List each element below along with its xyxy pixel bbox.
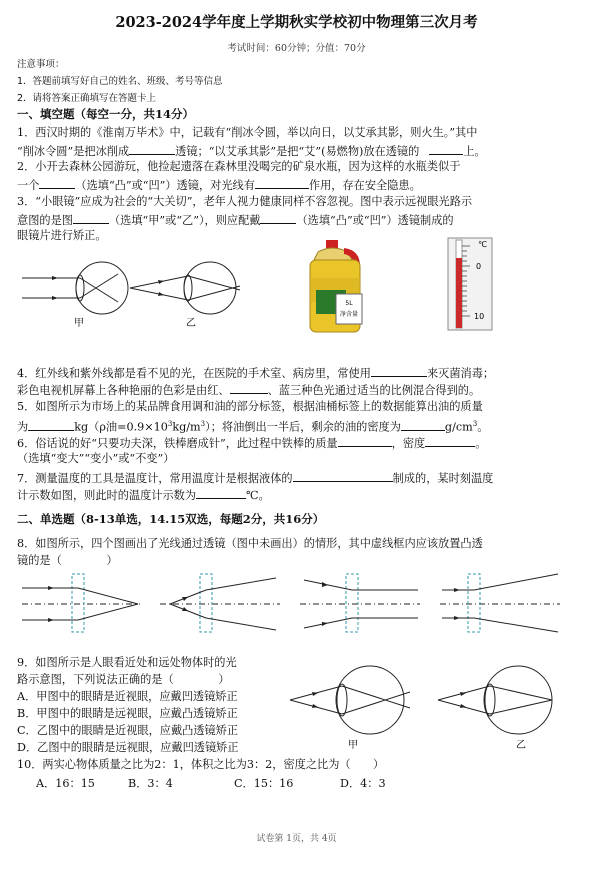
q5-text-5: g/cm [444, 420, 473, 434]
thermo-unit: ℃ [478, 240, 487, 249]
q5-line-1: 5．如图所示为市场上的某品牌食用调和油的部分标签，根据油桶标签上的数据能算出油的质量 [17, 400, 483, 413]
q10-option-a[interactable]: A．16：15 [36, 777, 95, 790]
q3-text-2: （选填“甲”或“乙”），则应配戴 [108, 214, 261, 227]
q7-text-2: 制成的，某时刻温度 [392, 472, 494, 485]
q6-blank-1[interactable] [338, 435, 392, 447]
q8-line-1: 8．如图所示，四个图画出了光线通过透镜（图中未画出）的情形，其中虚线框内应该放置凸透 [17, 537, 483, 550]
q9-option-d[interactable]: D．乙图中的眼睛是远视眼，应戴凹透镜矫正 [17, 741, 239, 754]
q3-blank-2[interactable] [260, 212, 296, 224]
q7-line-2 [17, 487, 270, 503]
bottle-label-text: 净含量 [339, 311, 359, 318]
q7-text-3: 计示数如图，则此时的温度计示数为 [17, 489, 197, 502]
q6-line-2: （选填“变大”“变小”或“不变”） [17, 452, 175, 465]
q5-blank-1[interactable] [28, 419, 74, 431]
bottle-label-volume: 5L [345, 300, 353, 307]
q1-text-1: “削冰令圆”是把冰削成 [17, 145, 130, 158]
q4-blank-1[interactable] [371, 365, 427, 377]
q6-line-1 [17, 435, 486, 451]
q10-option-d[interactable]: D．4：3 [340, 777, 386, 790]
q7-text-1: 7．测量温度的工具是温度计，常用温度计是根据液体的 [17, 472, 293, 485]
q2-text-2: （选填“凸”或“凹”）透镜，对光线有 [75, 179, 255, 192]
q4-line-2 [17, 382, 480, 398]
q8-line-2: 镜的是（ ） [17, 554, 118, 567]
q1-line-2 [17, 143, 486, 159]
oil-bottle-image [304, 238, 366, 336]
q2-blank-2[interactable] [255, 177, 309, 189]
page-footer: 试卷第 1页，共 4页 [256, 834, 337, 844]
q4-blank-2[interactable] [230, 382, 268, 394]
eye-diagram-yi [128, 258, 258, 328]
q7-line-1 [17, 470, 493, 486]
q4-text-2: 来灭菌消毒； [426, 367, 495, 380]
fig-yi-label: 乙 [186, 318, 196, 329]
q2-blank-1[interactable] [39, 177, 75, 189]
q5-text-4: ）；将油倒出一半后，剩余的油的密度为 [205, 420, 401, 434]
q5-exp-2: 3 [200, 420, 206, 428]
q10-option-c[interactable]: C．15：16 [234, 777, 294, 790]
q3-line-1: 3．“小眼镜”应成为社会的“大关切”，老年人视力健康同样不容忽视。图中表示远视眼光路示 [17, 195, 473, 208]
q5-text-2: kg（ρ油=0.9×10 [74, 420, 168, 434]
q4-text-1: 4．红外线和紫外线都是看不见的光，在医院的手术室、病房里，常使用 [17, 367, 371, 380]
q10-line-1: 10．两实心物体质量之比为2：1，体积之比为3：2，密度之比为（ ） [17, 758, 385, 771]
thermo-ten: 10 [474, 312, 485, 321]
q4-line-1 [17, 365, 494, 381]
q9-eye-diagrams [290, 660, 580, 755]
q5-text-1: 为 [17, 420, 29, 434]
q9-option-b[interactable]: B．甲图中的眼睛是远视眼，应戴凸透镜矫正 [17, 707, 238, 720]
q2-line-1: 2．小开去森林公园游玩，他捡起遗落在森林里没喝完的矿泉水瓶，因为这样的水瓶类似于 [17, 160, 461, 173]
q5-exp-3: 3 [472, 420, 478, 428]
notes-header: 注意事项： [17, 59, 65, 70]
q1-text-2: 透镜；“以艾承其影”是把“艾”(易燃物)放在透镜的 [175, 145, 420, 158]
q5-text-6: 。 [477, 420, 489, 434]
q9-option-c[interactable]: C．乙图中的眼睛是近视眼，应戴凸透镜矫正 [17, 724, 239, 737]
eye-diagram-jia [22, 258, 142, 328]
q2-text-3: 作用，存在安全隐患。 [308, 179, 421, 192]
q1-line-1: 1．西汉时期的《淮南万毕术》中，记载有“削冰令圆，举以向日，以艾承其影，则火生。”其中 [17, 126, 478, 139]
section-1-heading: 一、填空题（每空一分，共14分） [17, 107, 195, 121]
q9-jia-label: 甲 [348, 740, 358, 751]
q6-text-2: ，密度 [391, 437, 426, 450]
q6-text-1: 6．俗话说的好“只要功夫深，铁棒磨成针”，此过程中铁棒的质量 [17, 437, 338, 450]
q3-text-3: （选填“凸”或“凹”）透镜制成的 [296, 214, 454, 227]
note-2: 2．请将答案正确填写在答题卡上 [17, 93, 157, 104]
q5-blank-2[interactable] [401, 419, 445, 431]
q6-text-3: 。 [475, 437, 487, 450]
lens-diagrams [20, 570, 580, 636]
q5-text-3: kg/m [172, 420, 201, 434]
q5-exp-1: 3 [167, 420, 173, 428]
q3-blank-1[interactable] [73, 212, 109, 224]
q9-yi-label: 乙 [516, 740, 526, 751]
exam-subtitle: 考试时间：60分钟；分值：70分 [227, 43, 366, 54]
q2-line-2 [17, 177, 421, 193]
q7-text-4: ℃。 [246, 489, 270, 502]
q9-option-a[interactable]: A．甲图中的眼睛是近视眼，应戴凹透镜矫正 [17, 690, 238, 703]
q10-option-b[interactable]: B．3：4 [128, 777, 173, 790]
exam-title: 2023-2024学年度上学期秋实学校初中物理第三次月考 [115, 14, 478, 31]
q1-blank-2[interactable] [429, 143, 463, 155]
q3-line-3: 眼镜片进行矫正。 [17, 229, 107, 242]
q7-blank-1[interactable] [293, 470, 393, 482]
q7-blank-2[interactable] [196, 487, 246, 499]
q9-line-2: 路示意图，下列说法正确的是（ ） [17, 673, 230, 686]
q4-text-4: 、蓝三种色光通过适当的比例混合得到的。 [267, 384, 481, 397]
q1-blank-1[interactable] [129, 143, 175, 155]
q2-text-1: 一个 [17, 179, 40, 192]
q1-text-3: 上。 [463, 145, 486, 158]
thermometer-image [446, 236, 496, 332]
q6-blank-2[interactable] [425, 435, 475, 447]
q9-line-1: 9．如图所示是人眼看近处和远处物体时的光 [17, 656, 237, 669]
thermo-zero: 0 [476, 262, 482, 271]
q3-text-1: 意图的是图 [17, 214, 73, 227]
note-1: 1．答题前填写好自己的姓名、班级、考号等信息 [17, 76, 223, 87]
q4-text-3: 彩色电视机屏幕上各种艳丽的色彩是由红、 [17, 384, 230, 397]
q5-line-2 [17, 417, 488, 435]
fig-jia-label: 甲 [74, 318, 84, 329]
q3-line-2 [17, 212, 454, 228]
section-2-heading: 二、单选题（8-13单选，14.15双选，每题2分，共16分） [17, 512, 325, 526]
